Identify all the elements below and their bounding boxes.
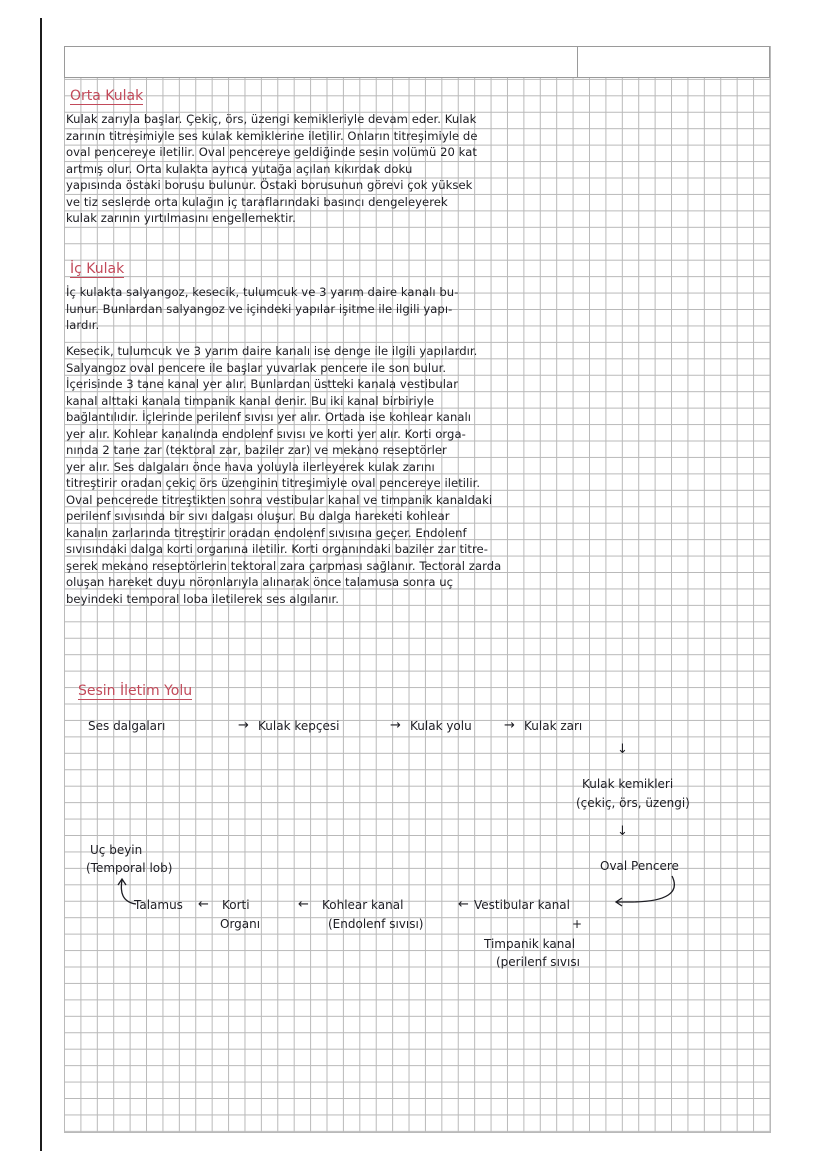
node-timpanik-kanal: Timpanik kanal [484,937,576,951]
arrow-right-icon: → [390,718,401,733]
node-ses-dalgalari: Ses dalgaları [88,719,166,733]
inner-ear-line: oluşan hareket duyu nöronlarıyla alınarak önce talamusa sonra uç [66,575,454,589]
inner-ear-line: Kesecik, tulumcuk ve 3 yarım daire kanalı ise denge ile ilgili yapılardır. [66,344,478,358]
inner-ear-line: İç kulakta salyangoz, kesecik, tulumcuk ve 3 yarım daire kanalı bu- [66,285,459,299]
heading-sesin-iletim-yolu: Sesin İletim Yolu [78,683,193,699]
inner-ear-line: beyindeki temporal loba iletilerek ses algılanır. [66,592,339,606]
inner-ear-line: titreştirir oradan çekiç örs üzenginin titreşimiyle oval pencereye iletilir. [66,476,481,490]
inner-ear-line: sıvısındaki dalga korti organına iletilir. Korti organındaki baziler zar titre- [66,542,488,556]
middle-ear-line: yapısında östaki borusu bulunur. Östaki borusunun görevi çok yüksek [66,178,473,192]
inner-ear-line: kanalın zarlarında titreştirir oradan endolenf sıvısına geçer. Endolenf [66,526,467,540]
arrow-down-icon: ↓ [617,742,628,757]
node-kohlear-kanal: Kohlear kanal [322,898,404,912]
inner-ear-line: lardır. [66,318,100,332]
header-box [64,46,770,78]
node-oval-pencere: Oval Pencere [600,859,679,873]
middle-ear-line: Kulak zarıyla başlar. Çekiç, örs, üzengi kemikleriyle devam eder. Kulak [66,112,477,126]
inner-ear-line: nında 2 tane zar (tektoral zar, baziler zar) ve mekano reseptörler [66,443,447,457]
curved-arrow-icon [580,870,690,920]
node-kulak-kepcesi: Kulak kepçesi [258,719,340,733]
inner-ear-line: yer alır. Kohlear kanalında endolenf sıvısı ve korti yer alır. Korti orga- [66,427,466,441]
node-kulak-kemikleri: Kulak kemikleri [582,777,674,791]
node-kulak-zari: Kulak zarı [524,719,583,733]
node-korti: Korti [222,898,250,912]
node-organi: Organı [220,917,261,931]
arrow-left-icon: ← [198,897,209,912]
middle-ear-line: ve tiz seslerde orta kulağın iç taraflarındaki basıncı dengeleyerek [66,195,448,209]
inner-ear-line: kanal alttaki kanala timpanik kanal denir. Bu iki kanal birbiriyle [66,394,435,408]
middle-ear-line: kulak zarının yırtılmasını engellemektir. [66,211,296,225]
node-plus: + [572,917,583,931]
arrow-down-icon: ↓ [617,824,628,839]
inner-ear-line: şerek mekano reseptörlerin tektoral zara çarpması sağlanır. Tectoral zarda [66,559,502,573]
node-kulak-yolu: Kulak yolu [410,719,472,733]
binding-line [40,18,42,1151]
middle-ear-line: artmış olur. Orta kulakta ayrıca yutağa açılan kıkırdak doku [66,162,413,176]
node-vestibular-kanal: Vestibular kanal [474,898,570,912]
node-talamus: Talamus [134,898,183,912]
node-perilenf: (perilenf sıvısı [496,955,580,969]
heading-ic-kulak: İç Kulak [70,261,125,277]
curved-arrow-icon [112,876,142,910]
node-kemikler-detail: (çekiç, örs, üzengi) [576,796,690,810]
node-temporal-lob: (Temporal lob) [86,861,173,875]
inner-ear-line: Salyangoz oval pencere ile başlar yuvarlak pencere ile son bulur. [66,361,447,375]
inner-ear-line: yer alır. Ses dalgaları önce hava yoluyla ilerleyerek kulak zarını [66,460,435,474]
arrow-left-icon: ← [298,897,309,912]
inner-ear-line: lunur. Bunlardan salyangoz ve içindeki yapılar işitme ile ilgili yapı- [66,302,453,316]
arrow-right-icon: → [504,718,515,733]
inner-ear-line: Oval pencerede titreştikten sonra vestibular kanal ve timpanik kanaldaki [66,493,493,507]
node-endolenf: (Endolenf sıvısı) [328,917,424,931]
header-divider [577,46,578,78]
arrow-left-icon: ← [458,897,469,912]
inner-ear-line: perilenf sıvısında bir sıvı dalgası oluşur. Bu dalga hareketi kohlear [66,509,450,523]
heading-orta-kulak: Orta Kulak [70,88,144,104]
inner-ear-line: İçerisinde 3 tane kanal yer alır. Bunlardan üstteki kanala vestibular [66,377,459,391]
middle-ear-line: zarının titreşimiyle ses kulak kemiklerine iletilir. Onların titreşimiyle de [66,129,478,143]
middle-ear-line: oval pencereye iletilir. Oval pencereye geldiğinde sesin volümü 20 kat [66,145,477,159]
node-uc-beyin: Uç beyin [90,843,143,857]
inner-ear-line: bağlantılıdır. İçlerinde perilenf sıvısı yer alır. Ortada ise kohlear kanalı [66,410,472,424]
arrow-right-icon: → [238,718,249,733]
